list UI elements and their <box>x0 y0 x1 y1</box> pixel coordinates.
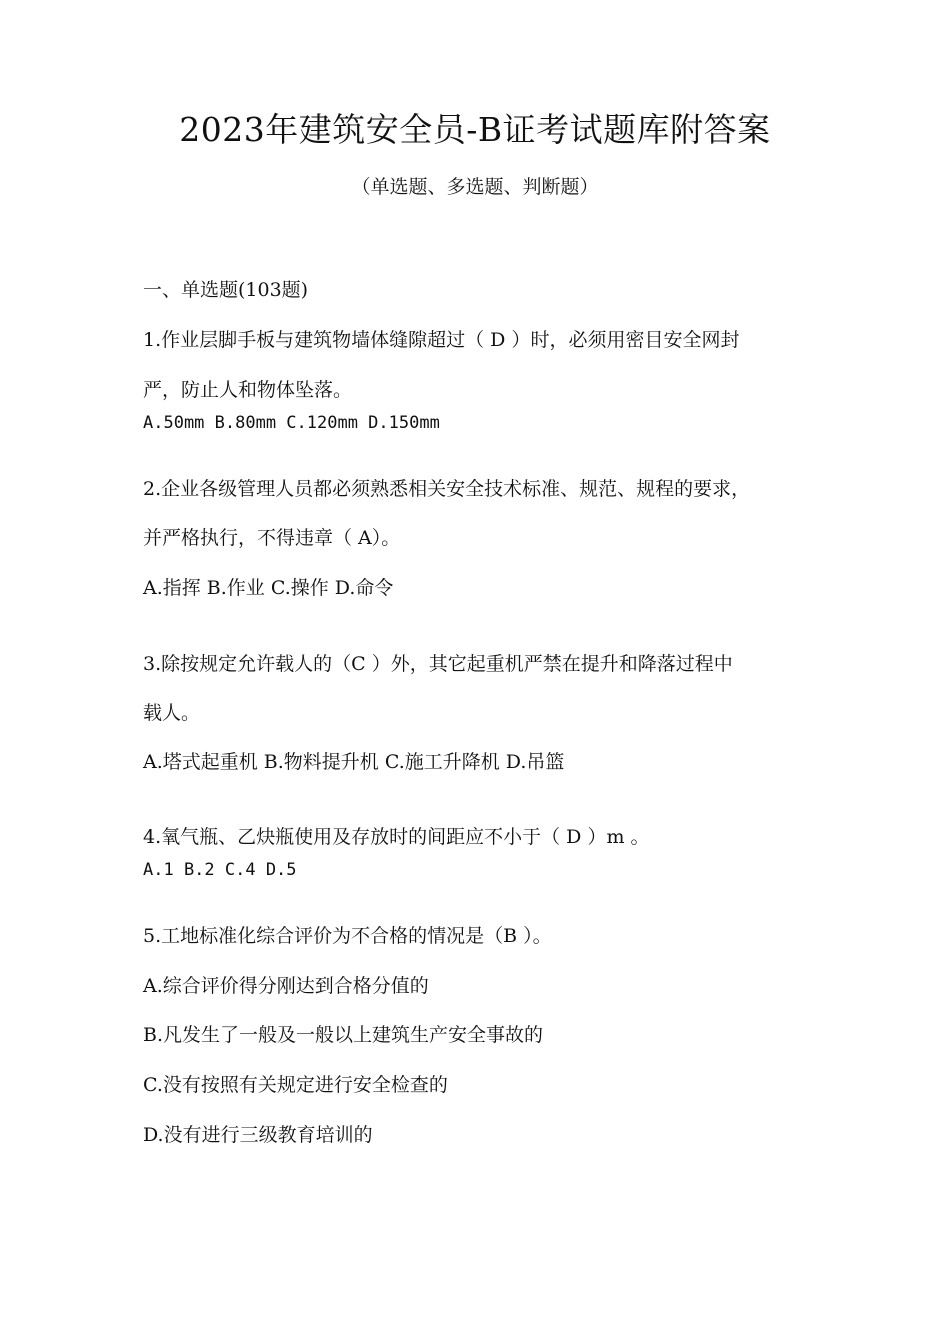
question-5-option-a: A.综合评价得分刚达到合格分值的 <box>143 975 429 997</box>
question-5-option-c: C.没有按照有关规定进行安全检查的 <box>143 1074 448 1096</box>
section-heading: 一、单选题(103题) <box>143 279 309 301</box>
question-1-options: A.50mm B.80mm C.120mm D.150mm <box>143 413 440 433</box>
question-4-options: A.1 B.2 C.4 D.5 <box>143 860 297 880</box>
question-3-line-2: 载人。 <box>143 702 201 724</box>
question-5-option-d: D.没有进行三级教育培训的 <box>143 1124 373 1146</box>
question-2-options: A.指挥 B.作业 C.操作 D.命令 <box>143 577 394 599</box>
document-subtitle: （单选题、多选题、判断题） <box>351 176 599 198</box>
question-2-line-1: 2.企业各级管理人员都必须熟悉相关安全技术标准、规范、规程的要求， <box>143 478 751 500</box>
question-1-line-2: 严，防止人和物体坠落。 <box>143 379 353 401</box>
question-5-option-b: B.凡发生了一般及一般以上建筑生产安全事故的 <box>143 1024 544 1046</box>
question-1-line-1: 1.作业层脚手板与建筑物墙体缝隙超过（ D ）时，必须用密目安全网封 <box>143 329 740 351</box>
question-4-line-1: 4.氧气瓶、乙炔瓶使用及存放时的间距应不小于（ D ）m 。 <box>143 826 650 848</box>
question-3-options: A.塔式起重机 B.物料提升机 C.施工升降机 D.吊篮 <box>143 751 565 773</box>
document-title: 2023年建筑安全员-B证考试题库附答案 <box>179 110 771 149</box>
question-3-line-1: 3.除按规定允许载人的（C ）外，其它起重机严禁在提升和降落过程中 <box>143 653 733 675</box>
question-5-line-1: 5.工地标准化综合评价为不合格的情况是（B ）。 <box>143 925 552 947</box>
question-2-line-2: 并严格执行，不得违章（ A）。 <box>143 527 401 549</box>
